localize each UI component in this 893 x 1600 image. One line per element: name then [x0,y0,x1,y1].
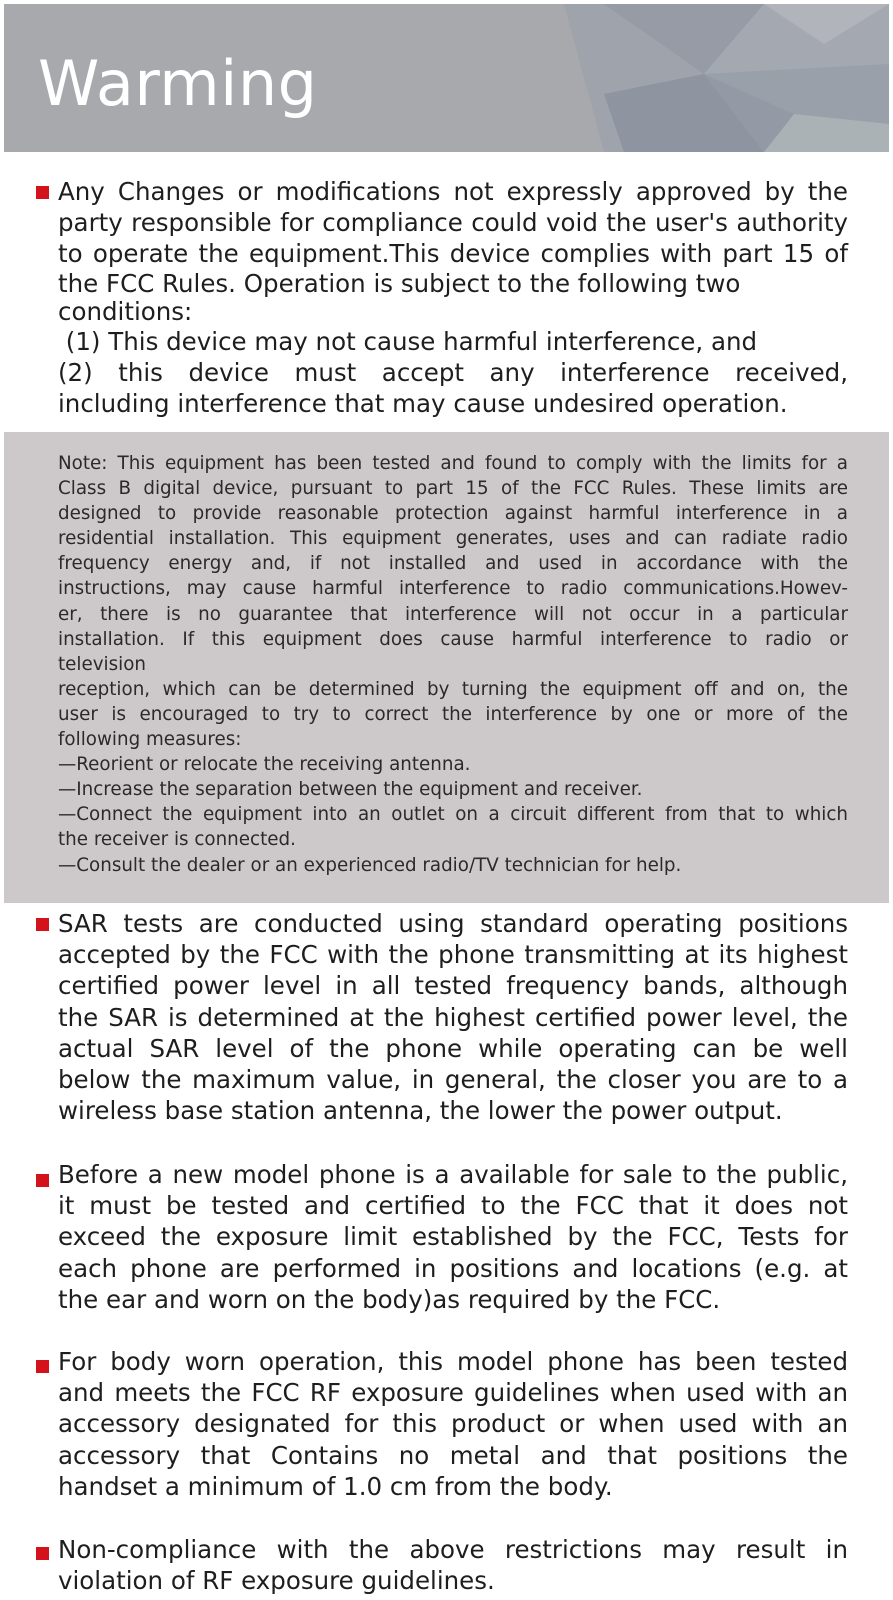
paragraph-line: Any Changes or modifications not expressly approved by the [58,177,848,206]
paragraph-line: including interference that may cause undesired operation. [58,389,788,419]
paragraph-line: the SAR is determined at the highest certified power level, the [58,1002,848,1032]
fcc-note-text [58,451,848,878]
note-measure-item: —Consult the dealer or an experienced radio/TV technician for help. [58,854,682,876]
paragraph-line: certified power level in all tested frequency bands, although [58,971,848,1001]
note-line: television [58,653,147,675]
paragraph-line: accessory that Contains no metal and that positions the [58,1440,848,1470]
paragraph-line: For body worn operation, this model phone has been tested [58,1347,848,1376]
note-line: frequency energy and, if not installed and used in accordance with the [58,553,848,575]
note-line: following measures: [58,729,242,751]
paragraph-line: party responsible for compliance could void the user's authority [58,208,848,238]
note-measure-item: —Increase the separation between the equipment and receiver. [58,779,643,801]
note-measure-item: —Connect the equipment into an outlet on a circuit different from that to which [58,804,848,826]
sar-tests-paragraph [58,908,848,1126]
paragraph-line: (1) This device may not cause harmful interference, and [58,326,758,356]
paragraph-line: (2) this device must accept any interference received, [58,357,848,387]
fcc-compliance-paragraph [58,176,848,419]
paragraph-line: each phone are performed in positions and locations (e.g. at [58,1253,848,1283]
paragraph-line: SAR tests are conducted using standard operating positions [58,909,848,938]
non-compliance-paragraph [58,1534,848,1596]
paragraph-line: wireless base station antenna, the lower the power output. [58,1096,783,1126]
paragraph-line: Non-compliance with the above restrictions may result in [58,1535,848,1564]
bullet-icon [36,918,49,931]
paragraph-line: the FCC Rules. Operation is subject to the following two [58,268,741,298]
paragraph-line: accepted by the FCC with the phone transmitting at its highest [58,940,848,970]
note-line: Class B digital device, pursuant to part 15 of the FCC Rules. These limits are [58,478,848,500]
paragraph-line: to operate the equipment.This device complies with part 15 of [58,239,848,269]
bullet-icon [36,1360,49,1373]
note-line: reception, which can be determined by turning the equipment off and on, the [58,678,848,700]
bullet-icon [36,1174,49,1187]
bullet-icon [36,1547,49,1560]
note-line: residential installation. This equipment generates, uses and can radiate radio [58,528,848,550]
note-line: Note: This equipment has been tested and found to comply with the limits for a [58,453,848,474]
bullet-icon [36,186,49,199]
paragraph-line: violation of RF exposure guidelines. [58,1566,495,1596]
note-line: designed to provide reasonable protection against harmful interference in a [58,503,848,525]
body-worn-paragraph [58,1346,848,1502]
note-line: the receiver is connected. [58,829,296,851]
note-line: installation. If this equipment does cause harmful interference to radio or [58,628,848,650]
paragraph-line: it must be tested and certified to the FCC that it does not [58,1191,848,1221]
note-line: instructions, may cause harmful interference to radio communications.Howev- [58,578,848,600]
paragraph-line: Before a new model phone is a available for sale to the public, [58,1160,848,1189]
paragraph-line: conditions: [58,296,193,326]
paragraph-line: actual SAR level of the phone while operating can be well [58,1033,848,1063]
header-banner [4,4,889,152]
paragraph-line: the ear and worn on the body)as required by the FCC. [58,1284,721,1314]
paragraph-line: accessory designated for this product or when used with an [58,1409,848,1439]
certification-paragraph [58,1159,848,1315]
note-measure-item: —Reorient or relocate the receiving antenna. [58,754,471,776]
paragraph-line: and meets the FCC RF exposure guidelines when used with an [58,1378,848,1408]
page-title: Warming [38,47,318,120]
paragraph-line: below the maximum value, in general, the closer you are to a [58,1065,848,1095]
note-line: er, there is no guarantee that interference will not occur in a particular [58,603,848,625]
note-line: user is encouraged to try to correct the interference by one or more of the [58,703,848,725]
paragraph-line: handset a minimum of 1.0 cm from the body. [58,1471,613,1501]
paragraph-line: exceed the exposure limit established by the FCC, Tests for [58,1222,848,1252]
